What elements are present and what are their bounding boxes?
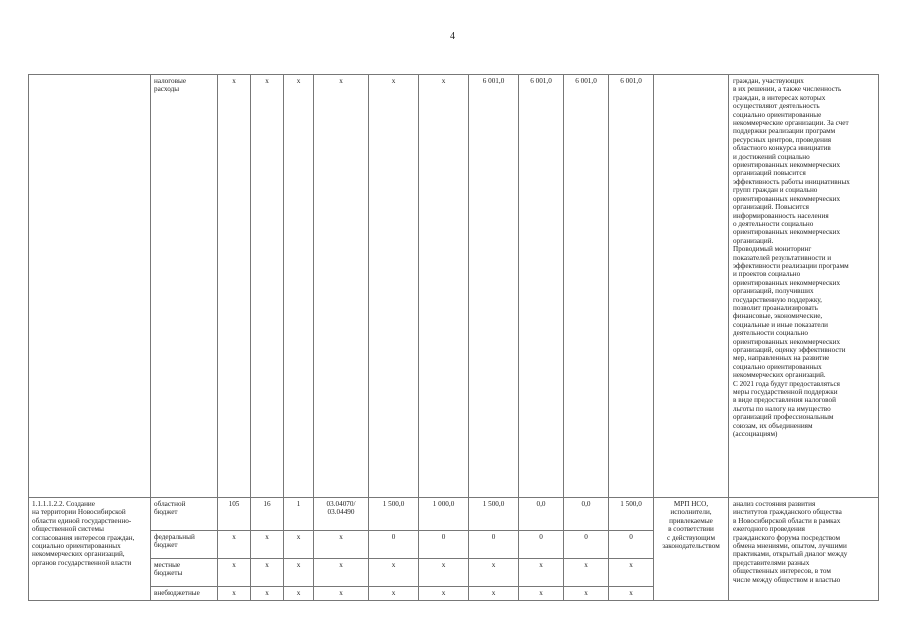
value-cell: 0 <box>419 531 469 559</box>
value-cell: х <box>218 559 251 587</box>
value-cell: х <box>609 587 654 601</box>
value-cell: х <box>314 531 369 559</box>
measure-name-cell: 1.1.1.1.2.2. Создание на территории Новосибирской области единой государственно- общественной системы согласования интересов граждан, социально ориентированных некоммерческих организаций, органов государственной власти <box>29 498 151 601</box>
value-cell: х <box>369 75 419 498</box>
source-cell: федеральный бюджет <box>151 531 218 559</box>
value-cell: х <box>519 559 564 587</box>
value-cell: х <box>284 531 314 559</box>
value-cell: 0 <box>564 531 609 559</box>
value-cell: 6 001,0 <box>519 75 564 498</box>
value-cell: х <box>314 75 369 498</box>
value-cell: 0 <box>519 531 564 559</box>
value-cell: х <box>469 559 519 587</box>
executor-cell-empty <box>654 75 729 498</box>
value-cell: 0,0 <box>519 498 564 531</box>
value-cell: 03.04070/ 03.04490 <box>314 498 369 531</box>
value-cell: х <box>564 587 609 601</box>
value-cell: х <box>251 559 284 587</box>
value-cell: 105 <box>218 498 251 531</box>
name-cell-empty <box>29 75 151 498</box>
value-cell: х <box>284 587 314 601</box>
value-cell: 1 500,0 <box>469 498 519 531</box>
page-number: 4 <box>450 31 455 42</box>
table-row <box>29 498 879 531</box>
executor-cell: МРП НСО, исполнители, привлекаемые в соответствии с действующим законодательством <box>654 498 729 601</box>
value-cell: х <box>251 531 284 559</box>
value-cell: 1 500,0 <box>369 498 419 531</box>
value-cell: х <box>284 559 314 587</box>
value-cell: х <box>519 587 564 601</box>
value-cell: х <box>369 559 419 587</box>
value-cell: х <box>419 75 469 498</box>
value-cell: х <box>369 587 419 601</box>
value-cell: 1 500,0 <box>609 498 654 531</box>
value-cell: х <box>218 531 251 559</box>
value-cell: х <box>314 559 369 587</box>
value-cell: 6 001,0 <box>564 75 609 498</box>
value-cell: 0,0 <box>564 498 609 531</box>
value-cell: х <box>251 75 284 498</box>
value-cell: х <box>419 587 469 601</box>
value-cell: 1 000,0 <box>419 498 469 531</box>
value-cell: х <box>609 559 654 587</box>
description-cell: анализ состояния развития институтов гражданского общества в Новосибирской области в рамках ежегодного проведения гражданского форума посредством обмена мнениями, опытом, лучшими практиками, открытый диалог между представителями разных общественных интересов, в том числе между обществом и властью <box>729 498 879 601</box>
value-cell: 6 001,0 <box>469 75 519 498</box>
value-cell: 0 <box>469 531 519 559</box>
value-cell: 1 <box>284 498 314 531</box>
value-cell: х <box>284 75 314 498</box>
source-cell: налоговые расходы <box>151 75 218 498</box>
source-cell: местные бюджеты <box>151 559 218 587</box>
source-cell: внебюджетные <box>151 587 218 601</box>
value-cell: х <box>218 75 251 498</box>
table-row <box>29 75 879 498</box>
value-cell: 0 <box>369 531 419 559</box>
value-cell: 0 <box>609 531 654 559</box>
value-cell: х <box>419 559 469 587</box>
value-cell: х <box>314 587 369 601</box>
value-cell: х <box>218 587 251 601</box>
value-cell: 6 001,0 <box>609 75 654 498</box>
value-cell: х <box>251 587 284 601</box>
description-cell: граждан, участвующих в их решении, а также численность граждан, в интересах которых осуществляют деятельность социально ориентированные некоммерческие организации. За счет поддержки реализации программ ресурсных центров, проведения областного конкурса инициатив и достижений социально ориентированных некоммерческих организаций повысится эффективность работы инициативных групп граждан и социально ориентированных некоммерческих организаций. Повысится информированность населения о деятельности социально ориентированных некоммерческих организаций. Проводимый мониторинг показателей результативности и эффективности реализации программ и проектов социально ориентированных некоммерческих организаций, получивших государственную поддержку, позволит проанализировать финансовые, экономические, социальные и иные показатели деятельности социально ориентированных некоммерческих организаций, оценку эффективности мер, направленных на развитие социально ориентированных некоммерческих организаций. С 2021 года будут предоставляться меры государственной поддержки в виде предоставления налоговой льготы по налогу на имущество организаций профессиональным союзам, их объединениям (ассоциациям) <box>729 75 879 498</box>
value-cell: 16 <box>251 498 284 531</box>
value-cell: х <box>564 559 609 587</box>
program-table <box>28 74 879 601</box>
value-cell: х <box>469 587 519 601</box>
source-cell: областной бюджет <box>151 498 218 531</box>
